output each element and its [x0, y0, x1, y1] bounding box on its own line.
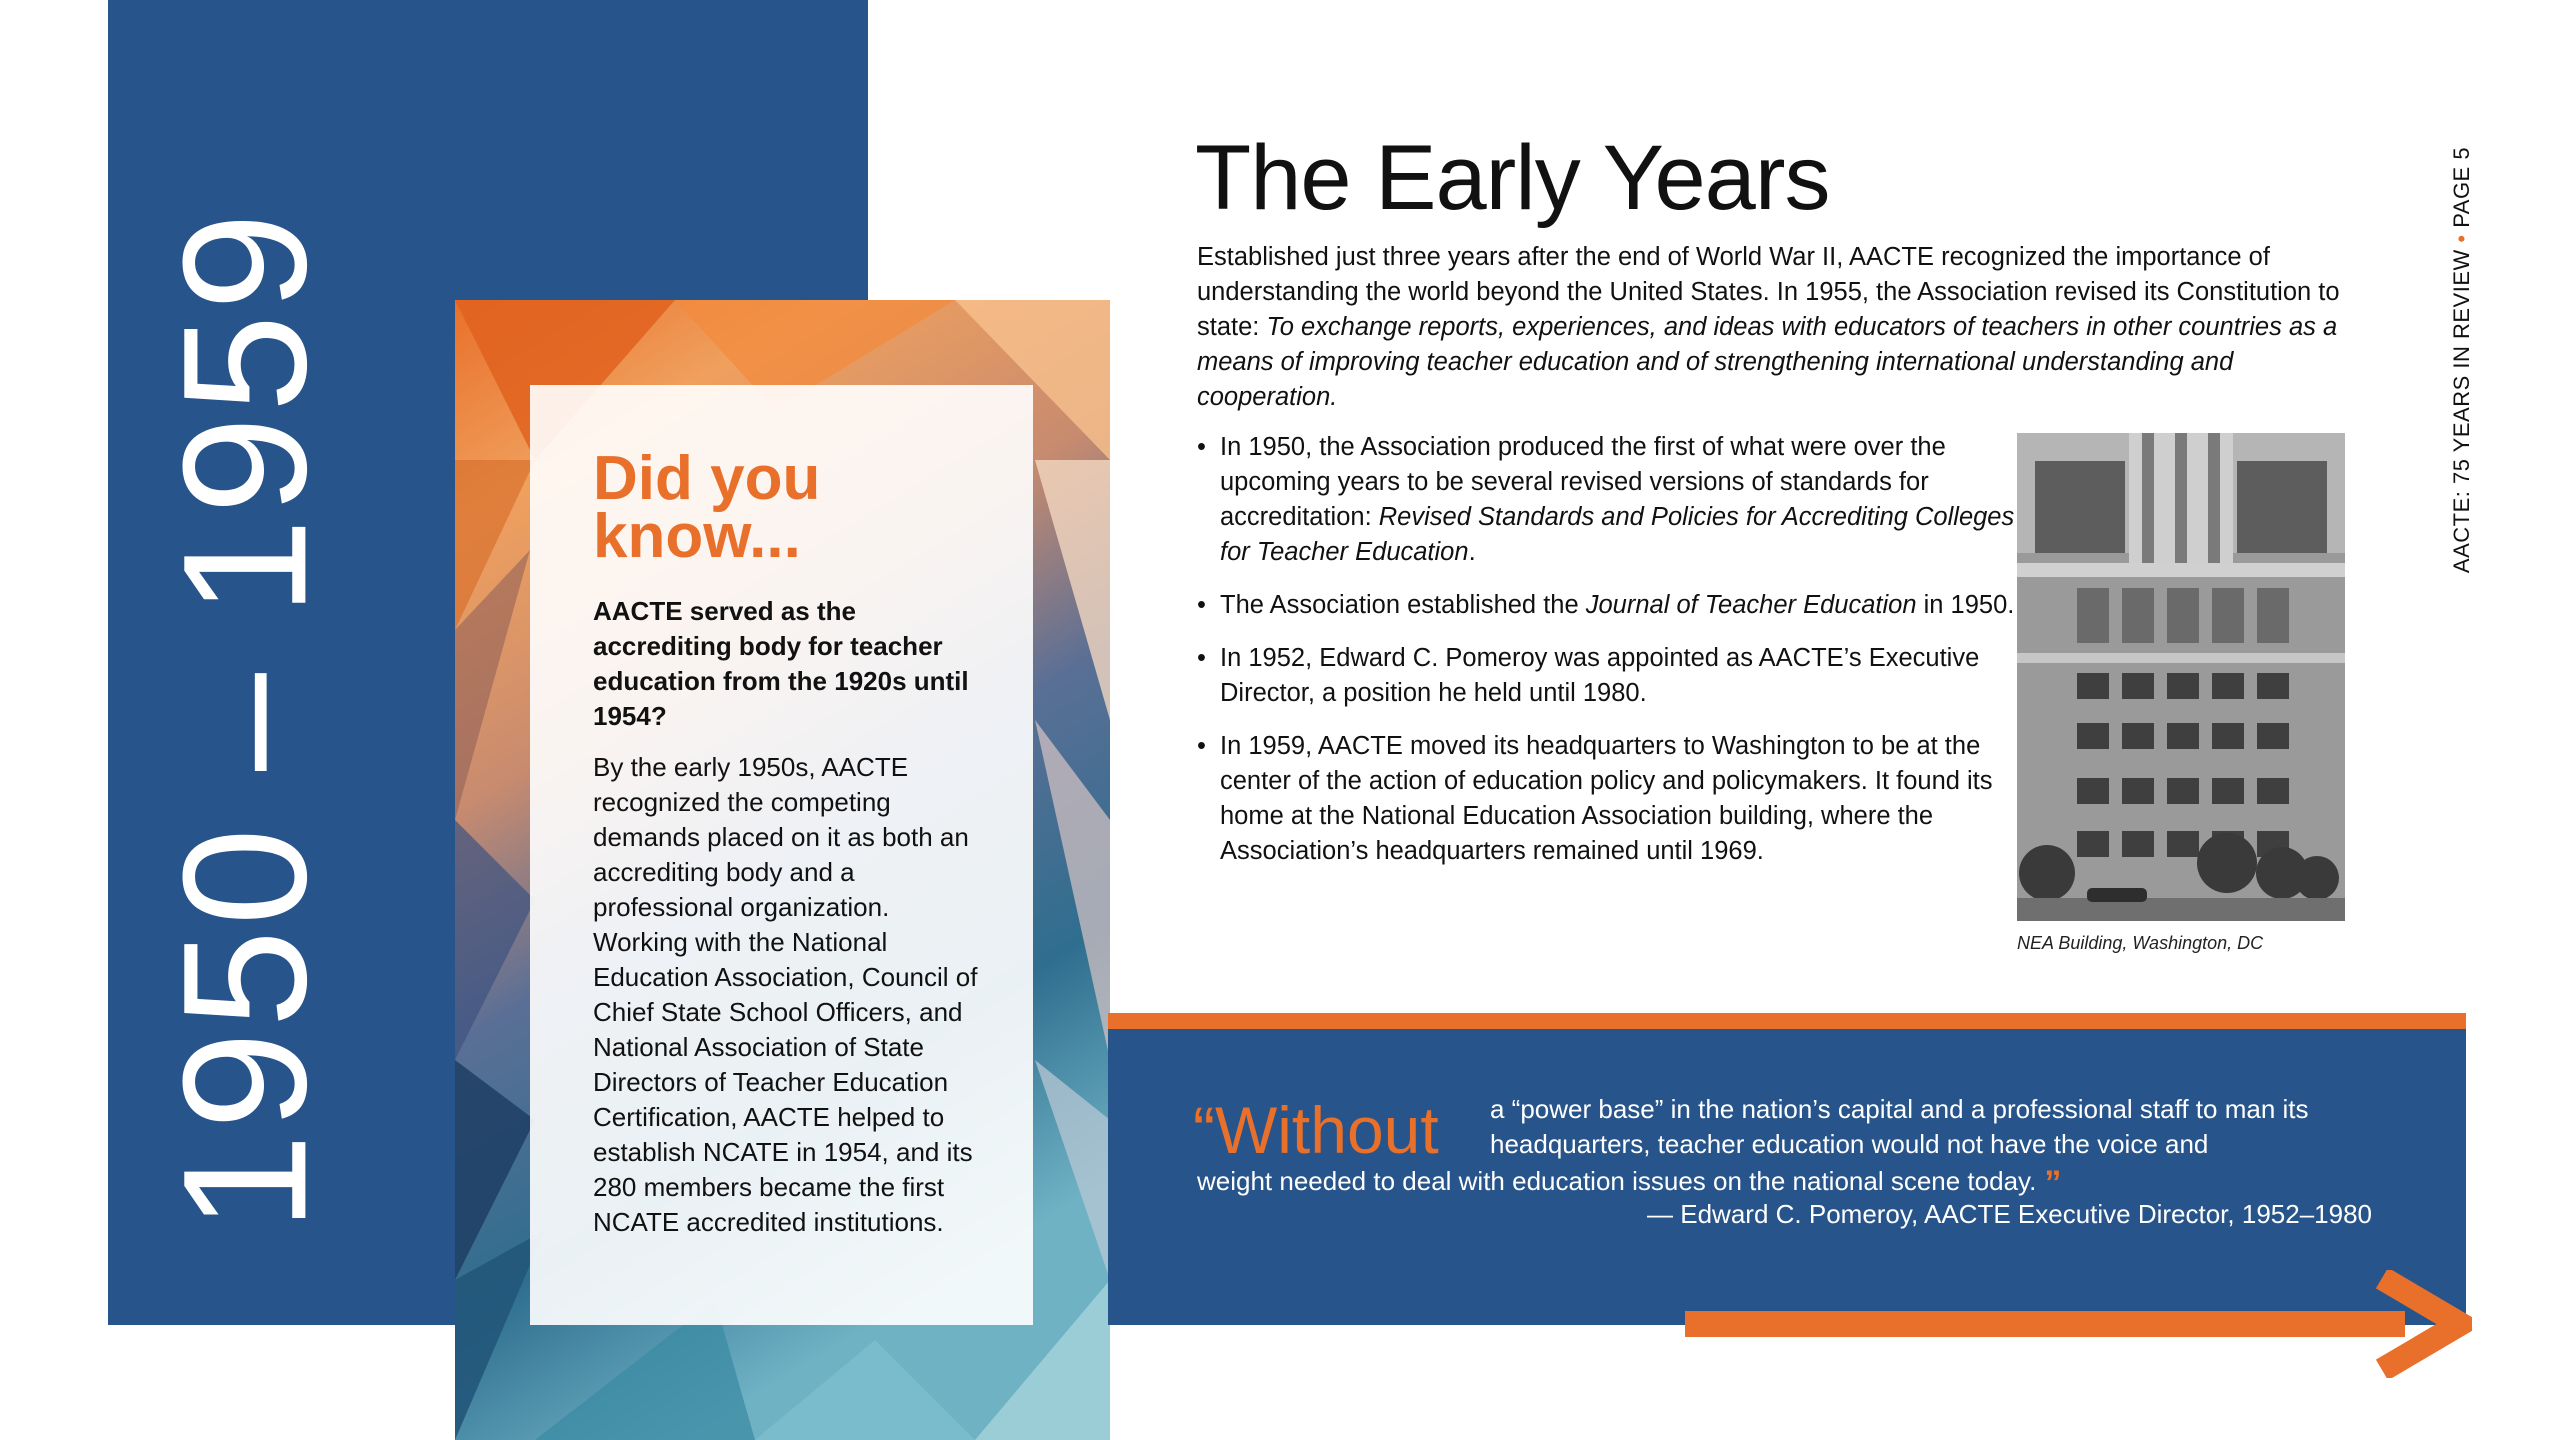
list-item-text: In 1952, Edward C. Pomeroy was appointed as AACTE’s Executive Director, a position he held until 1980.	[1220, 644, 1980, 707]
building-image	[2017, 433, 2345, 921]
page-label-left: AACTE: 75 YEARS IN REVIEW	[2449, 249, 2475, 574]
list-item-italic: Journal of Teacher Education	[1585, 591, 1917, 619]
list-item-text: In 1959, AACTE moved its headquarters to Washington to be at the center of the action of education policy and policymakers. It found its home at the National Education Association building, where the Association’s headquarters remained until 1969.	[1220, 732, 1993, 865]
quote-line1: a “power base” in the nation’s capital and a professional staff to man its headquarters, teacher education would not have the voice and	[1490, 1094, 2309, 1159]
page-label-wrap	[2434, 130, 2490, 590]
quote-closing-mark: ”	[2044, 1164, 2062, 1202]
intro-text: Established just three years after the end of World War II, AACTE recognized the importance of understanding the world beyond the United States. In 1955, the Association revised its Constitution to state:	[1197, 243, 2340, 341]
photo-caption: NEA Building, Washington, DC	[2017, 933, 2264, 953]
did-you-know-title	[593, 444, 991, 571]
list-item	[1197, 641, 2017, 711]
list-item-italic: Revised Standards and Policies for Accrediting Colleges for Teacher Education	[1220, 503, 2015, 566]
did-you-know-card	[530, 385, 1033, 1325]
bullet-dot-icon: •	[1197, 591, 1206, 619]
intro-italic-quote: To exchange reports, experiences, and ideas with educators of teachers in other countries as a means of improving teacher education and of strengthening international understanding and cooperation.	[1197, 313, 2338, 411]
list-item-text: In 1950, the Association produced the first of what were over the upcoming years to be several revised versions of standards for accreditation:	[1220, 433, 1946, 531]
quote-attribution: — Edward C. Pomeroy, AACTE Executive Director, 1952–1980	[1647, 1199, 2372, 1229]
did-you-know-title-line2: know...	[593, 502, 801, 571]
list-item	[1197, 588, 2017, 623]
list-item-text: The Association established the	[1220, 591, 1586, 619]
intro-paragraph	[1197, 240, 2357, 415]
did-you-know-body: By the early 1950s, AACTE recognized the competing demands placed on it as both an accrediting body and a professional organization. Working with the National Education Association, Council of Chief State School Officers, and National Association of State Directors of Teacher Education Certification, AACTE helped to establish NCATE in 1954, and its 280 members became the first NCATE accredited institutions.	[593, 752, 978, 1237]
bullet-dot-icon: •	[1197, 433, 1206, 461]
quote-line2: weight needed to deal with education issues on the national scene today.	[1197, 1166, 2037, 1196]
quote-line2-wrap	[1197, 1162, 2062, 1202]
bullet-dot-icon: •	[1197, 644, 1206, 672]
page-label-separator: •	[2449, 234, 2475, 243]
nea-building-photo	[2017, 433, 2345, 921]
right-arrow-icon	[2372, 1270, 2472, 1378]
year-range-vertical	[120, 175, 370, 1265]
milestones-list	[1197, 430, 2017, 887]
orange-divider-stripe	[1108, 1013, 2466, 1029]
did-you-know-title-line1: Did you	[593, 444, 821, 513]
list-item-text-end: .	[1468, 538, 1476, 566]
list-item	[1197, 430, 2017, 570]
right-arrow-shaft	[1685, 1311, 2405, 1337]
page-label-right: PAGE 5	[2449, 146, 2475, 228]
quote-opening-word: “Without	[1193, 1093, 1439, 1167]
did-you-know-question: AACTE served as the accrediting body for teacher education from the 1920s until 1954?	[593, 596, 969, 731]
year-range-text: 1950 – 1959	[147, 208, 343, 1232]
list-item-text-end: in 1950.	[1916, 591, 2015, 619]
page-title: The Early Years	[1195, 127, 1830, 229]
list-item	[1197, 729, 2017, 869]
page-label	[2449, 147, 2475, 573]
bullet-dot-icon: •	[1197, 732, 1206, 760]
